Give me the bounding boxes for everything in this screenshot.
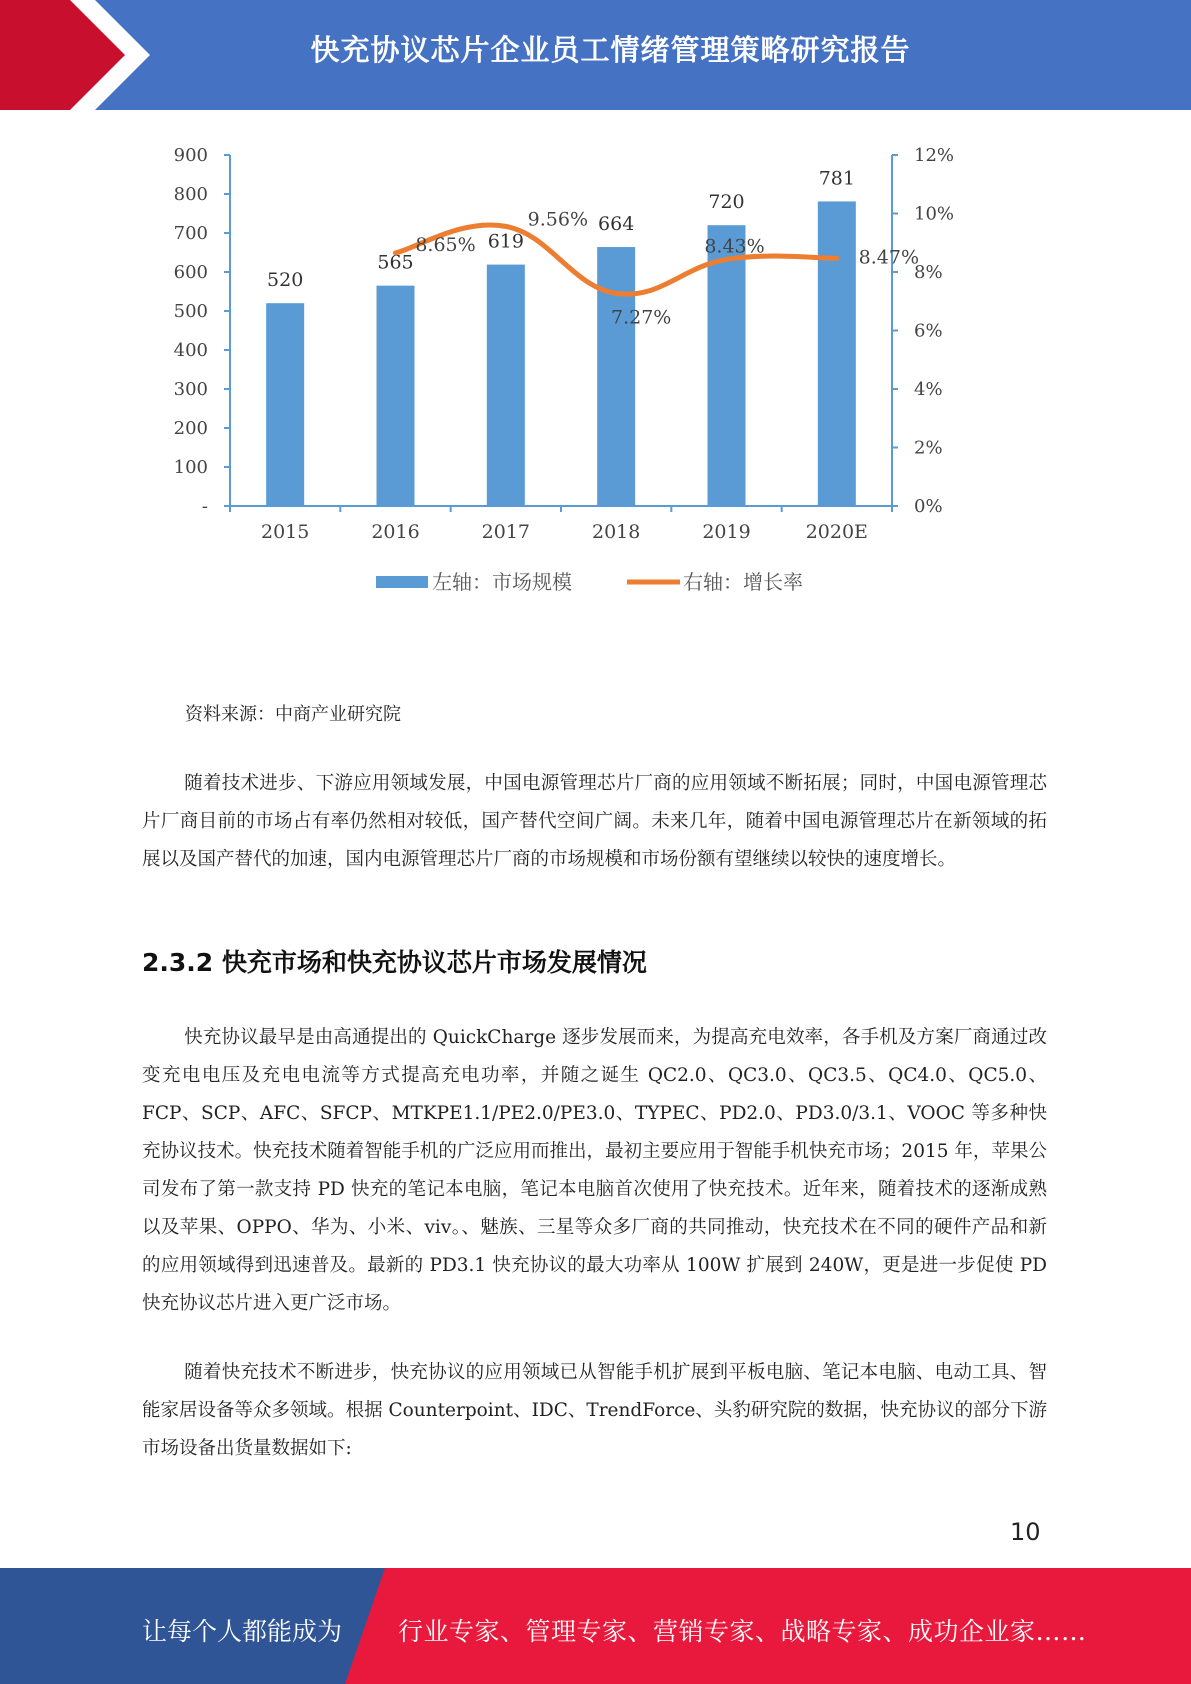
- x-tick-label: 2019: [702, 521, 751, 543]
- bar-2016: [377, 286, 415, 506]
- market-size-chart: [150, 140, 1030, 650]
- right-tick-label: 0%: [914, 496, 943, 517]
- left-tick-label: 500: [173, 301, 208, 322]
- right-tick-label: 10%: [914, 203, 955, 225]
- page-footer: [0, 1568, 1191, 1684]
- bar-2018: [597, 247, 635, 506]
- x-tick-label: 2015: [260, 521, 310, 543]
- x-tick-label: 2020E: [805, 521, 868, 543]
- left-tick-label: -: [201, 496, 208, 517]
- bar-2017: [487, 265, 525, 506]
- page-number: 10: [1010, 1518, 1041, 1546]
- bar-2020E: [818, 201, 856, 506]
- x-tick-label: 2017: [481, 521, 531, 543]
- right-tick-label: 2%: [914, 437, 943, 459]
- report-title: 快充协议芯片企业员工情绪管理策略研究报告: [310, 33, 911, 67]
- bar-2019: [708, 225, 746, 506]
- right-tick-label: 4%: [914, 379, 943, 400]
- left-tick-label: 700: [173, 223, 208, 244]
- line-value-label: 8.43%: [704, 235, 765, 258]
- right-tick-label: 12%: [914, 145, 955, 166]
- footer-slogan-right: 行业专家、管理专家、营销专家、战略专家、成功企业家……: [398, 1617, 1087, 1646]
- left-tick-label: 900: [173, 145, 208, 166]
- chart-svg: [150, 140, 1030, 650]
- bar-value-label: 520: [267, 269, 304, 292]
- bar-value-label: 720: [708, 191, 745, 214]
- legend-line-label: 右轴：增长率: [683, 570, 803, 594]
- left-tick-label: 800: [173, 184, 208, 205]
- section-heading: 2.3.2 快充市场和快充协议芯片市场发展情况: [142, 948, 647, 977]
- right-tick-label: 8%: [914, 262, 943, 283]
- right-tick-label: 6%: [914, 320, 943, 342]
- bar-2015: [266, 303, 304, 506]
- line-value-label: 8.65%: [415, 233, 476, 256]
- line-value-label: 9.56%: [527, 208, 589, 231]
- footer-slogan-left: 让每个人都能成为: [142, 1617, 343, 1646]
- paragraph-2: [142, 1019, 1047, 1323]
- bar-value-label: 619: [487, 230, 524, 253]
- paragraph-3: [142, 1354, 1047, 1468]
- chart-source: 资料来源：中商产业研究院: [185, 704, 401, 725]
- line-value-label: 8.47%: [858, 246, 920, 269]
- x-tick-label: 2018: [591, 521, 641, 543]
- bar-value-label: 781: [818, 167, 855, 190]
- bar-value-label: 565: [377, 251, 414, 274]
- left-tick-label: 600: [173, 262, 208, 283]
- left-tick-label: 400: [173, 340, 208, 361]
- legend-bar-label: 左轴：市场规模: [432, 570, 572, 594]
- left-tick-label: 200: [173, 418, 208, 439]
- paragraph-1: [142, 765, 1047, 879]
- legend-bar-swatch: [376, 576, 428, 588]
- line-value-label: 7.27%: [610, 306, 672, 329]
- bar-value-label: 664: [598, 213, 635, 236]
- paragraph-3-text: 随着快充技术不断进步，快充协议的应用领域已从智能手机扩展到平板电脑、笔记本电脑、电动工具、智能家居设备等众多领域。根据 Counterpoint、IDC、TrendForce、头豹研究院的数据，快充协议的部分下游市场设备出货量数据如下:: [142, 1362, 1047, 1459]
- x-tick-label: 2016: [371, 521, 420, 543]
- paragraph-1-text: 随着技术进步、下游应用领域发展，中国电源管理芯片厂商的应用领域不断拓展；同时，中国电源管理芯片厂商目前的市场占有率仍然相对较低，国产替代空间广阔。未来几年，随着中国电源管理芯片在新领域的拓展以及国产替代的加速，国内电源管理芯片厂商的市场规模和市场份额有望继续以较快的速度增长。: [142, 773, 1047, 870]
- left-tick-label: 100: [173, 457, 208, 478]
- left-tick-label: 300: [173, 379, 208, 400]
- page-header: [0, 0, 1191, 110]
- paragraph-2-text: 快充协议最早是由高通提出的 QuickCharge 逐步发展而来，为提高充电效率，各手机及方案厂商通过改变充电电压及充电电流等方式提高充电功率，并随之诞生 QC2.0、QC3.0、QC3.5、QC4.0、QC5.0、FCP、SCP、AFC、SFCP、MTKPE1.1/PE2.0/PE3.0、TYPEC、PD2.0、PD3.0/3.1、VOOC 等多种快充协议技术。快充技术随着智能手机的广泛应用而推出，最初主要应用于智能手机快充市场；2015 年，苹果公司发布了第一款支持 PD 快充的笔记本电脑，笔记本电脑首次使用了快充技术。近年来，随着技术的逐渐成熟以及苹果、OPPO、华为、小米、viv。、魅族、三星等众多厂商的共同推动，快充技术在不同的硬件产品和新的应用领域得到迅速普及。最新的 PD3.1 快充协议的最大功率从 100W 扩展到 240W，更是进一步促使 PD 快充协议芯片进入更广泛市场。: [142, 1027, 1047, 1314]
